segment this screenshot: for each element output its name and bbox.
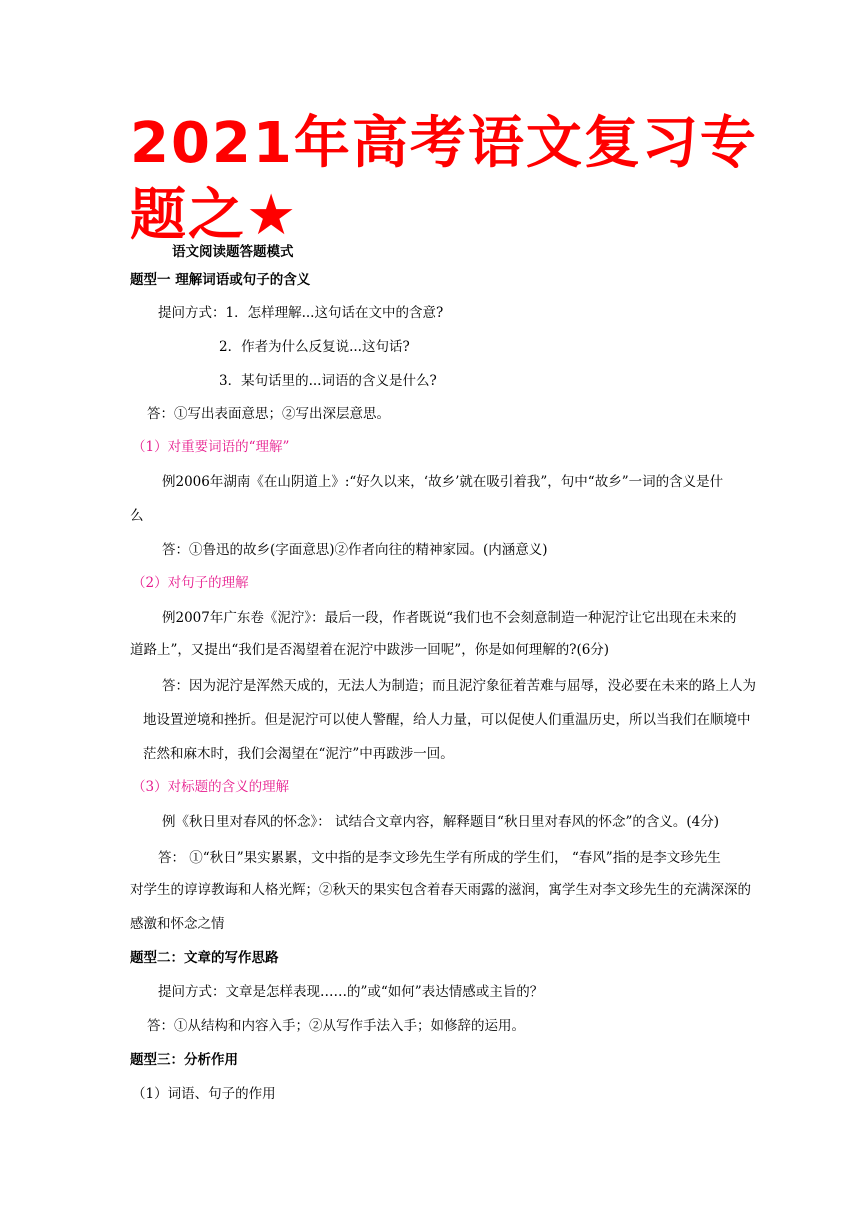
- type3-sub1: （1）词语、句子的作用: [132, 1086, 276, 1102]
- sub3-example: 例《秋日里对春风的怀念》： 试结合文章内容，解释题目“秋日里对春风的怀念”的含义。(4分): [162, 814, 719, 830]
- document-title: 2021年高考语文复习专题之★: [130, 111, 758, 248]
- type1-heading: 题型一 理解词语或句子的含义: [130, 272, 311, 288]
- type1-answer: 答：①写出表面意思；②写出深层意思。: [147, 406, 390, 422]
- type1-ask-line1: 提问方式：1．怎样理解...这句话在文中的含意?: [158, 305, 444, 321]
- type1-ask-line3: 3．某句话里的...词语的含义是什么?: [219, 373, 437, 389]
- sub3-answer-line2: 对学生的谆谆教诲和人格光辉；②秋天的果实包含着春天雨露的滋润，寓学生对李文珍先生的充满深深的: [130, 882, 751, 898]
- sub2-example-line1: 例2007年广东卷《泥泞》：最后一段，作者既说“我们也不会刻意制造一种泥泞让它出现在未来的: [162, 610, 737, 626]
- sub2-answer-line1: 答：因为泥泞是浑然天成的，无法人为制造；而且泥泞象征着苦难与屈辱，没必要在未来的路上人为: [162, 678, 756, 694]
- sub1-example-line2: 么: [130, 508, 144, 524]
- sub2-example-line2: 道路上”，又提出“我们是否渴望着在泥泞中跋涉一回呢”，你是如何理解的?(6分): [130, 642, 610, 658]
- sub2-answer-line3: 茫然和麻木时，我们会渴望在“泥泞”中再跋涉一回。: [143, 746, 454, 762]
- type2-ask: 提问方式：文章是怎样表现……的”或“如何”表达情感或主旨的？: [158, 984, 544, 1000]
- sub3-heading: （3）对标题的含义的理解: [132, 779, 290, 795]
- sub3-answer-line1: 答： ①“秋日”果实累累，文中指的是李文珍先生学有所成的学生们， “春风”指的是李文珍先生: [158, 850, 721, 866]
- type2-heading: 题型二：文章的写作思路: [130, 950, 279, 966]
- type2-answer: 答：①从结构和内容入手；②从写作手法入手；如修辞的运用。: [147, 1018, 525, 1034]
- sub2-answer-line2: 地设置逆境和挫折。但是泥泞可以使人警醒，给人力量，可以促使人们重温历史，所以当我们在顺境中: [143, 712, 751, 728]
- subtitle: 语文阅读题答题模式: [172, 244, 294, 260]
- type1-ask-line2: 2．作者为什么反复说...这句话?: [219, 339, 410, 355]
- sub2-heading: （2）对句子的理解: [132, 575, 249, 591]
- sub1-answer: 答：①鲁迅的故乡(字面意思)②作者向往的精神家园。(内涵意义): [162, 542, 548, 558]
- sub1-example-line1: 例2006年湖南《在山阴道上》:“好久以来，‘故乡’就在吸引着我”，句中“故乡”一词的含义是什: [162, 474, 724, 490]
- type3-heading: 题型三：分析作用: [130, 1052, 238, 1068]
- sub1-heading: （1）对重要词语的“理解”: [132, 439, 290, 455]
- sub3-answer-line3: 感激和怀念之情: [130, 916, 225, 932]
